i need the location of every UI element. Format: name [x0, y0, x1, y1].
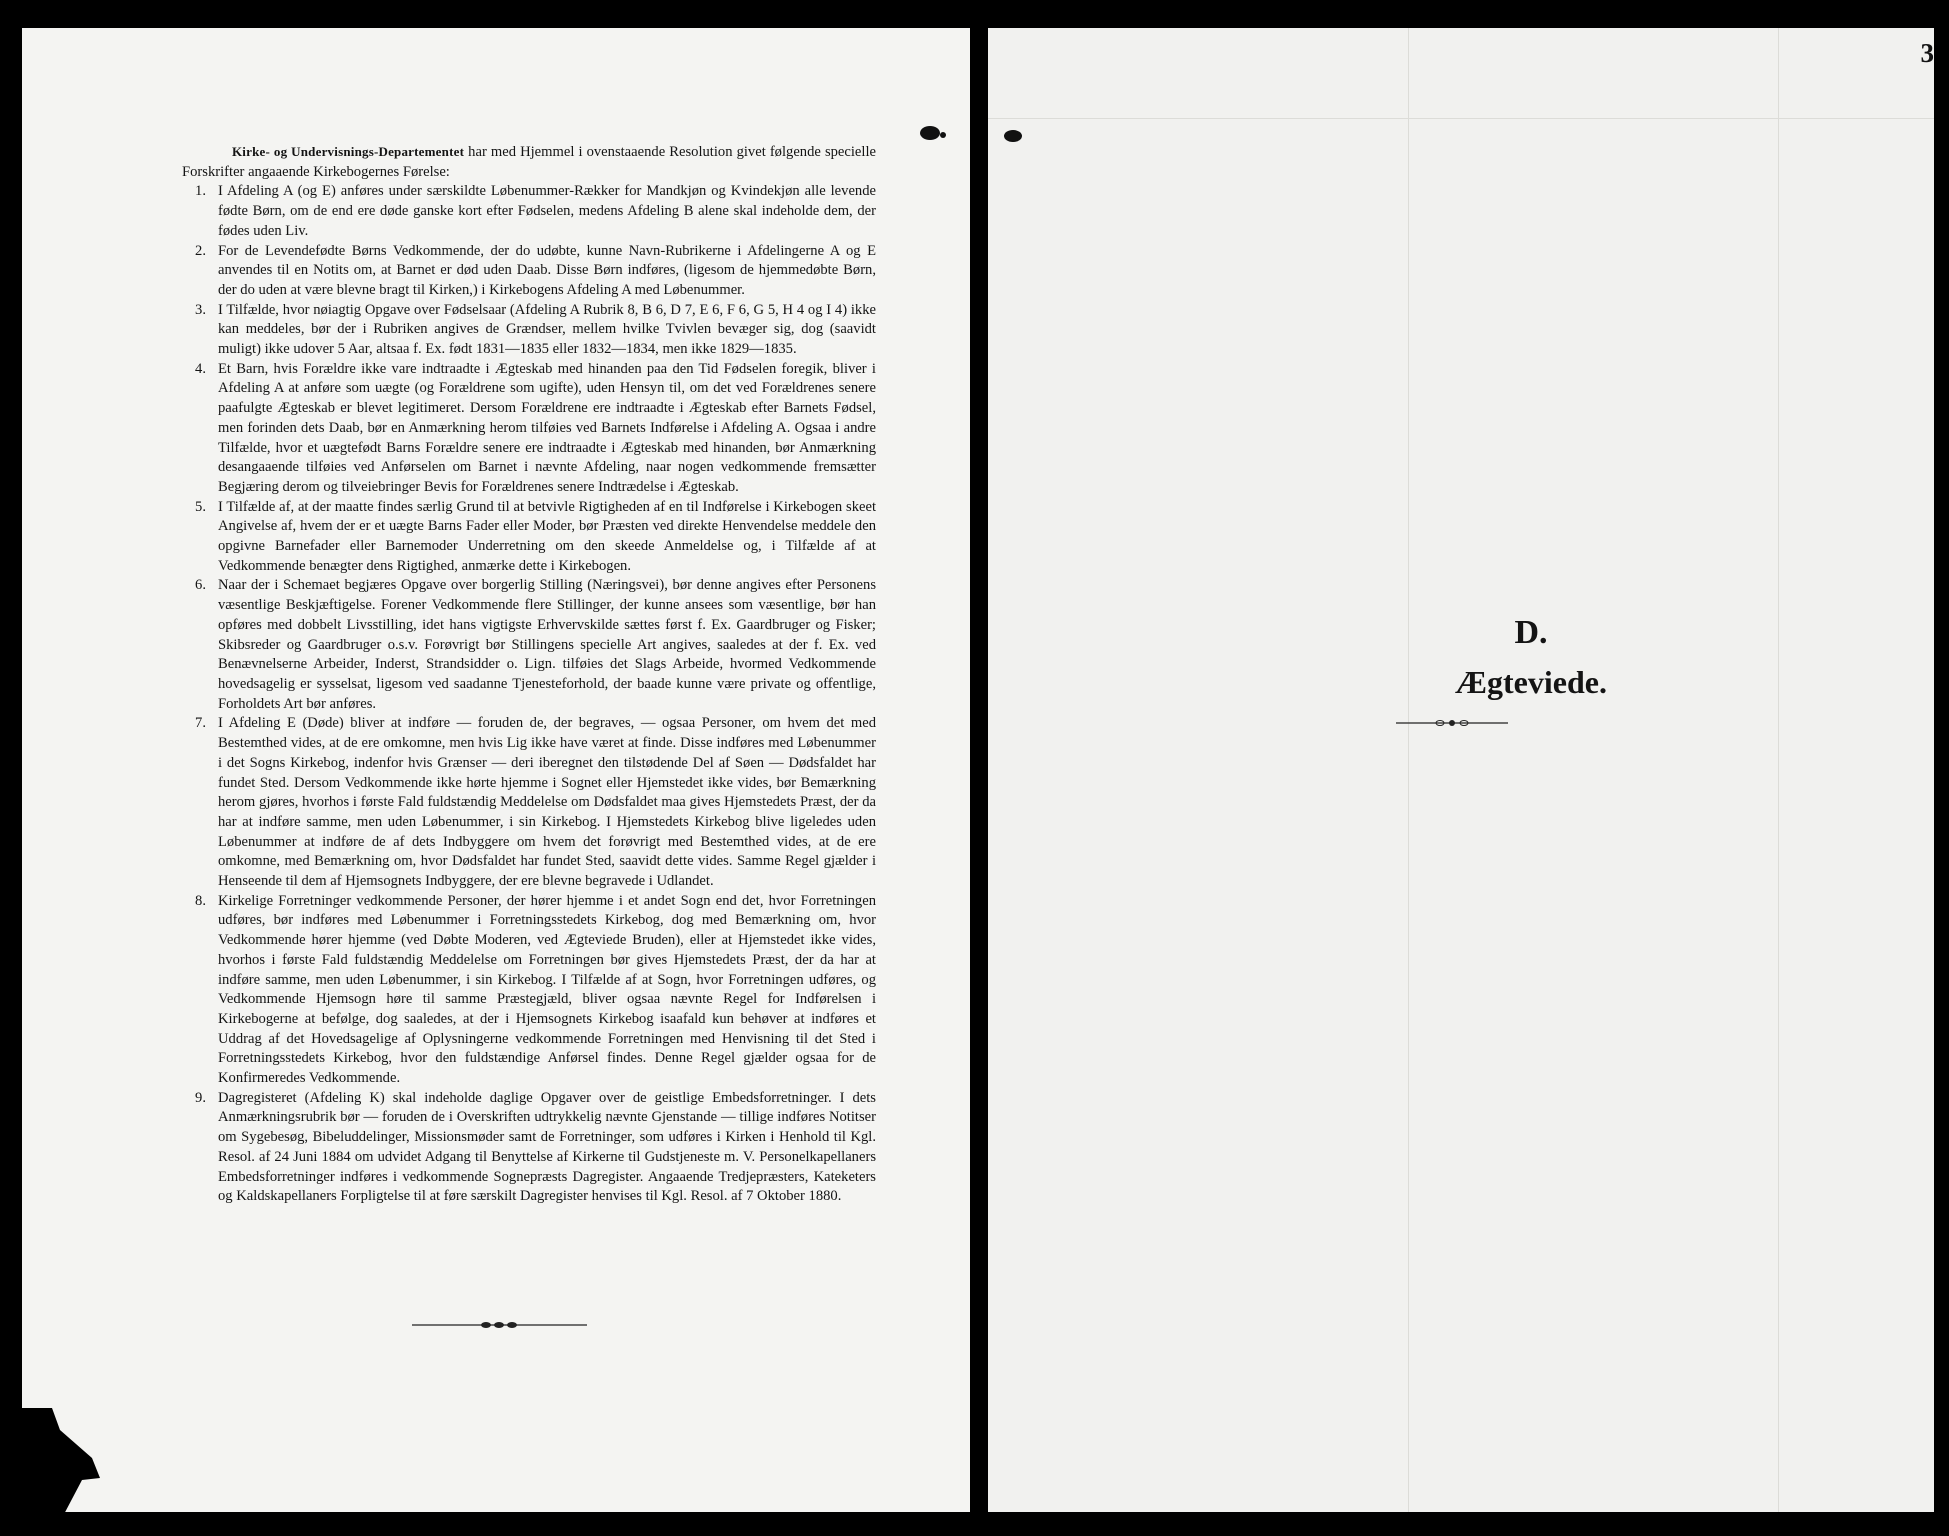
- department-name: Kirke- og Undervisnings-Departementet: [232, 144, 465, 159]
- rule-text: For de Levendefødte Børns Vedkommende, der do udøbte, kunne Navn-Rubrikerne i Afdelingerne A og E anvendes til en Notits om, at Barnet er død uden Daab. Disse Børn indføres, (ligesom de hjemmedøbte Børn, der do uden at være blevne bragt til Kirken,) i Kirkebogens Afdeling A med Løbenummer.: [218, 242, 876, 298]
- rule-text: Et Barn, hvis Forældre ikke vare indtraadte i Ægteskab med hinanden paa den Tid Fødselen foregik, bliver i Afdeling A at anføre som uægte (og Forældrene som ugifte), uden Hensyn til, om det ved Forældrenes senere paafulgte Ægteskab er blevet legitimeret. Dersom Forældrene ere indtraadte i Ægteskab efter Barnets Fødsel, men forinden dets Daab, bør en Anmærkning herom tilføies ved Barnets Indførelse i Afdeling A. Ogsaa i andre Tilfælde, hvor et uægtefødt Barns Forældre senere ere indtraadte i Ægteskab med hinanden, bør Anmærkning desangaaende tilføies ved Anførselen om Barnet i nævnte Afdeling, naar nogen vedkommende fremsætter Begjæring derom og tilveiebringer Bevis for Forældrenes senere Indtrædelse i Ægteskab.: [218, 360, 876, 495]
- ink-blot: [920, 126, 940, 140]
- rule-item: [182, 892, 876, 1089]
- rule-text: I Afdeling A (og E) anføres under særskildte Løbenummer-Rækker for Mandkjøn og Kvindekjøn alle levende fødte Børn, om de end ere døde ganske kort efter Fødselen, medens Afdeling B alene skal indeholde dem, der fødes uden Liv.: [218, 183, 876, 239]
- book-spine: [970, 0, 988, 1536]
- instructions-text: [182, 142, 876, 1207]
- rule-item: [182, 498, 876, 577]
- ink-blot: [1004, 130, 1022, 142]
- rule-number: 4.: [195, 360, 206, 377]
- bleed-through-line: [1408, 28, 1409, 1512]
- intro-text: har med Hjemmel i ovenstaaende Resolution givet følgende specielle Forskrifter angaaende Kirkebogernes Førelse:: [182, 144, 876, 180]
- rule-number: 9.: [195, 1089, 206, 1106]
- rule-item: [182, 360, 876, 498]
- rule-number: 7.: [195, 715, 206, 732]
- torn-corner: [22, 1408, 102, 1512]
- rule-text: Kirkelige Forretninger vedkommende Personer, der hører hjemme i et andet Sogn end det, hvor Forretningen udføres, bør indføres med Løbenummer i Forretningsstedets Kirkebog, dog med Bemærkning om, hvor Vedkommende hører hjemme (ved Døbte Moderen, ved Ægteviede Bruden), eller at Hjemstedet ikke vides, hvorhos i første Fald fuldstændig Meddelelse om Forretningen bør gives Hjemstedets Præst, der da har at indføre samme, men uden Løbenummer, i sin Kirkebog. I Tilfælde af at Sogn, hvor Forretningen udføres, og Vedkommende Hjemsogn høre til samme Præstegjæld, bliver ogsaa nævnte Regel for Indførelsen i Kirkebogerne at befølge, dog saaledes, at der i Hjemsognets Kirkebog isaafald kun behøver at indføres et Uddrag af det Hovedsagelige af Oplysningerne vedkommende Forretningen med Henvisning til det Sted i Forretningsstedets Kirkebog, hvor den fuldstændige Anførsel findes. Denne Regel gjælder ogsaa for de Konfirmeredes Vedkommende.: [218, 892, 876, 1087]
- ornament-divider: [1396, 718, 1508, 728]
- rule-text: I Tilfælde, hvor nøiagtig Opgave over Fødselsaar (Afdeling A Rubrik 8, B 6, D 7, E 6, F 6, G 5, H 4 og I 4) ikke kan meddeles, bør der i Rubriken angives de Grændser, mellem hvilke Tvivlen bevæger sig, dog (saavidt muligt) ikke udover 5 Aar, altsaa f. Ex. født 1831—1835 eller 1832—1834, men ikke 1829—1835.: [218, 301, 876, 358]
- bleed-through-line: [1778, 28, 1779, 1512]
- rule-number: 1.: [195, 183, 206, 200]
- rule-item: [182, 714, 876, 891]
- right-page: [988, 28, 1934, 1512]
- rule-text: Dagregisteret (Afdeling K) skal indeholde daglige Opgaver over de geistlige Embedsforretninger. I dets Anmærkningsrubrik bør — foruden de i Overskriften udtrykkelig nævnte Gjenstande — tillige indføres Notitser om Sygebesøg, Bibeluddelinger, Missionsmøder samt de Forretninger, som udføres i Kirken i Henhold til Kgl. Resol. af 24 Juni 1884 om udvidet Adgang til Benyttelse af Kirkerne til Gudstjeneste m. V. Personelkapellaners Embedsforretninger indføres i vedkommende Sognepræsts Dagregister. Angaaende Tredjepræsters, Kateketers og Kaldskapellaners Forpligtelse til at føre særskilt Dagregister henvises til Kgl. Resol. af 7 Oktober 1880.: [218, 1089, 876, 1205]
- rule-text: Naar der i Schemaet begjæres Opgave over borgerlig Stilling (Næringsvei), bør denne angives efter Personens væsentlige Beskjæftigelse. Forener Vedkommende flere Stillinger, der kunne ansees som væsentlige, bør han opføres med dobbelt Livsstilling, idet hans vigtigste Erhvervskilde sættes først f. Ex. Gaardbruger og Fisker; Skibsreder og Gaardbruger o.s.v. Forøvrigt bør Stillingens specielle Art angives, saaledes at der f. Ex. ved Benævnelserne Arbeider, Inderst, Strandsidder o. Lign. tilføies det Slags Arbeide, hvormed Vedkommende hovedsagelig er sysselsat, ligesom ved saadanne Tjenesteforhold, der baade kunne være private og offentlige, Forholdets Art bør anføres.: [218, 577, 876, 712]
- rule-number: 5.: [195, 498, 206, 515]
- rule-item: [182, 576, 876, 714]
- intro-paragraph: [182, 142, 876, 182]
- rule-item: [182, 301, 876, 360]
- rule-number: 2.: [195, 242, 206, 259]
- ornament-divider: [412, 1320, 587, 1330]
- section-letter: D.: [1514, 614, 1548, 651]
- left-page: [22, 28, 970, 1512]
- rule-item: [182, 182, 876, 241]
- rule-item: [182, 242, 876, 301]
- rule-text: I Afdeling E (Døde) bliver at indføre — foruden de, der begraves, — ogsaa Personer, om hvem det med Bestemthed vides, at de ere omkomne, men hvis Lig ikke have været at finde. Disse indføres med Løbenummer i det Sogns Kirkebog, indenfor hvis Grænser — deri iberegnet den tilstødende Del af Søen — Dødsfaldet har fundet Sted. Dersom Vedkommende ikke hørte hjemme i Sognet eller Hjemstedet ikke vides, bør Bemærkning herom gjøres, hvorhos i første Fald fuldstændig Meddelelse om Dødsfaldet maa gives Hjemstedets Præst, der da har at indføre samme, men uden Løbenummer, i sin Kirkebog. I Hjemstedets Kirkebog blive ligeledes uden Løbenummer at indføre de af dets Indbyggere om hvem det forøvrigt med Bestemthed vides, at de ere omkomne, med Bemærkning om, hvor Dødsfaldet har fundet Sted, saavidt dette vides. Samme Regel gjælder i Henseende til dem af Hjemsognets Indbyggere, der ere blevne begravede i Udlandet.: [218, 715, 876, 890]
- rule-number: 8.: [195, 892, 206, 909]
- section-title: Ægteviede.: [1455, 664, 1607, 700]
- rule-number: 3.: [195, 301, 206, 318]
- bleed-through-line: [988, 118, 1934, 119]
- page-number: 3: [1920, 38, 1934, 68]
- rule-text: I Tilfælde af, at der maatte findes særlig Grund til at betvivle Rigtigheden af en til Indførelse i Kirkebogen skeet Angivelse af, hvem der er et uægte Barns Fader eller Moder, bør Præsten ved direkte Henvendelse meddele den opgivne Barnefader eller Barnemoder Underretning om den skeede Anmeldelse og, i Tilfælde af at Vedkommende benægter dens Rigtighed, anmærke dette i Kirkebogen.: [218, 498, 876, 574]
- rule-number: 6.: [195, 577, 206, 594]
- ink-blot: [940, 132, 946, 138]
- rules-list: [182, 182, 876, 1207]
- rule-item: [182, 1089, 876, 1207]
